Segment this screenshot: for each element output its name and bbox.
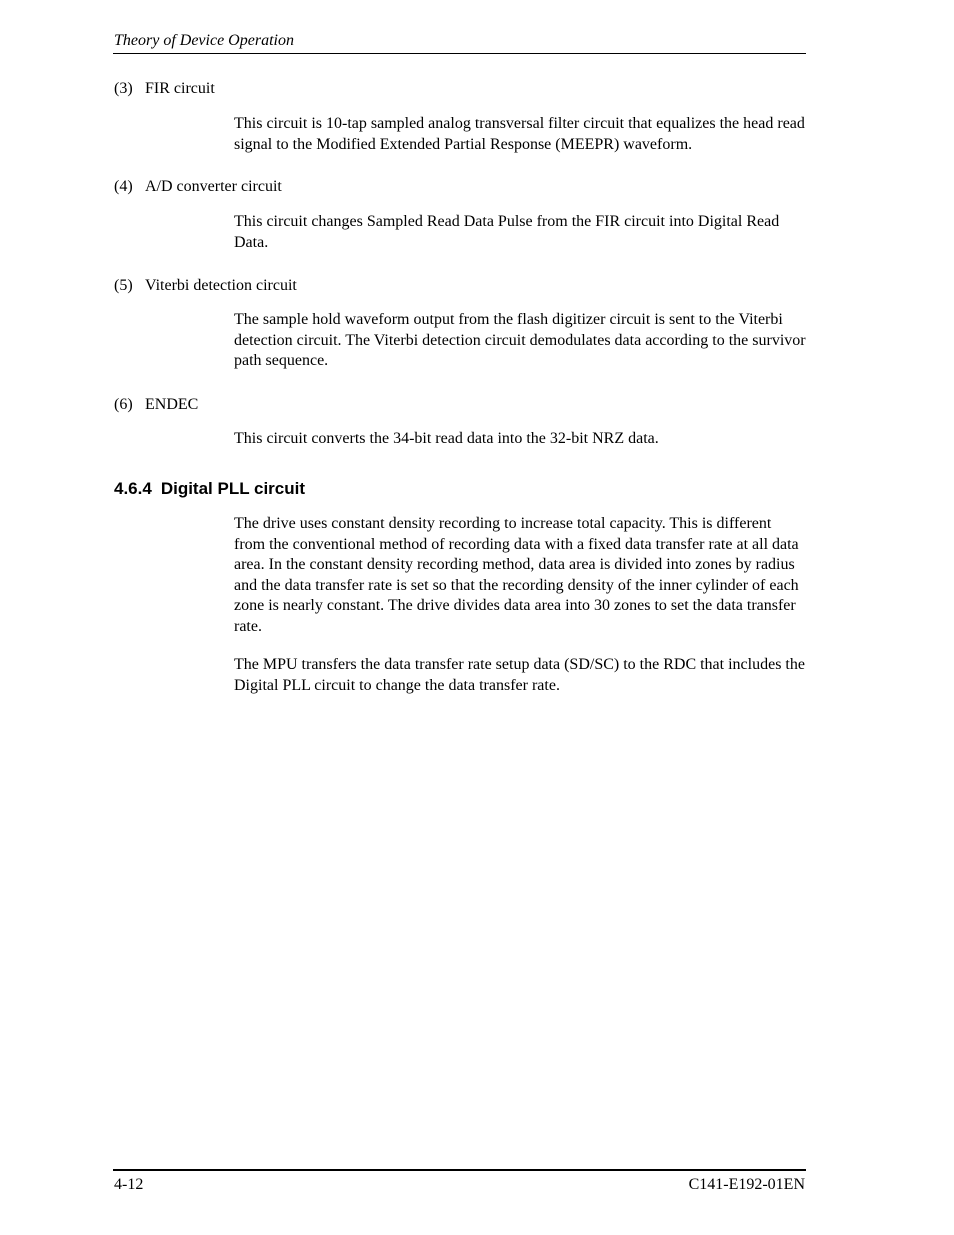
- page-number: 4-12: [114, 1176, 144, 1193]
- section-title: Digital PLL circuit: [160, 479, 306, 498]
- item-number: (6): [114, 396, 133, 413]
- item-text-ad-converter: This circuit changes Sampled Read Data Pulse from the FIR circuit into Digital Read Data.: [234, 213, 780, 251]
- item-title: A/D converter circuit: [145, 178, 282, 195]
- item-heading-endec: [114, 395, 198, 415]
- item-number: (4): [114, 178, 133, 195]
- item-heading-viterbi: [114, 276, 297, 296]
- item-title: FIR circuit: [145, 80, 215, 97]
- running-header-title: Theory of Device Operation: [114, 32, 294, 49]
- item-number: (5): [114, 277, 133, 294]
- item-heading-ad-converter: [114, 177, 282, 197]
- section-heading: [114, 478, 305, 500]
- footer-divider: [113, 1169, 806, 1171]
- item-title: Viterbi detection circuit: [145, 277, 297, 294]
- item-text-viterbi: The sample hold waveform output from the flash digitizer circuit is sent to the Viterbi detection circuit. The Viterbi detection circuit demodulates data according to the survivor path sequence.: [234, 311, 806, 369]
- item-text-fir: This circuit is 10-tap sampled analog transversal filter circuit that equalizes the head read signal to the Modified Extended Partial Response (MEEPR) waveform.: [234, 115, 805, 153]
- item-title: ENDEC: [145, 396, 199, 413]
- item-heading-fir: [114, 79, 215, 99]
- document-code: C141-E192-01EN: [688, 1176, 805, 1193]
- header-divider: [113, 53, 806, 54]
- item-number: (3): [114, 80, 133, 97]
- section-paragraph: The drive uses constant density recording to increase total capacity. This is different from the conventional method of recording data with a fixed data transfer rate at all data area. In the constant density recording method, data area is divided into zones by radius and the data transfer rate is set so that the recording density of the inner cylinder of each zone is nearly constant. The drive divides data area into 30 zones to set the data transfer rate.: [234, 515, 799, 635]
- section-number: 4.6.4: [114, 479, 152, 498]
- section-paragraph: The MPU transfers the data transfer rate setup data (SD/SC) to the RDC that includes the Digital PLL circuit to change the data transfer rate.: [234, 656, 805, 694]
- item-text-endec: This circuit converts the 34-bit read data into the 32-bit NRZ data.: [234, 430, 659, 447]
